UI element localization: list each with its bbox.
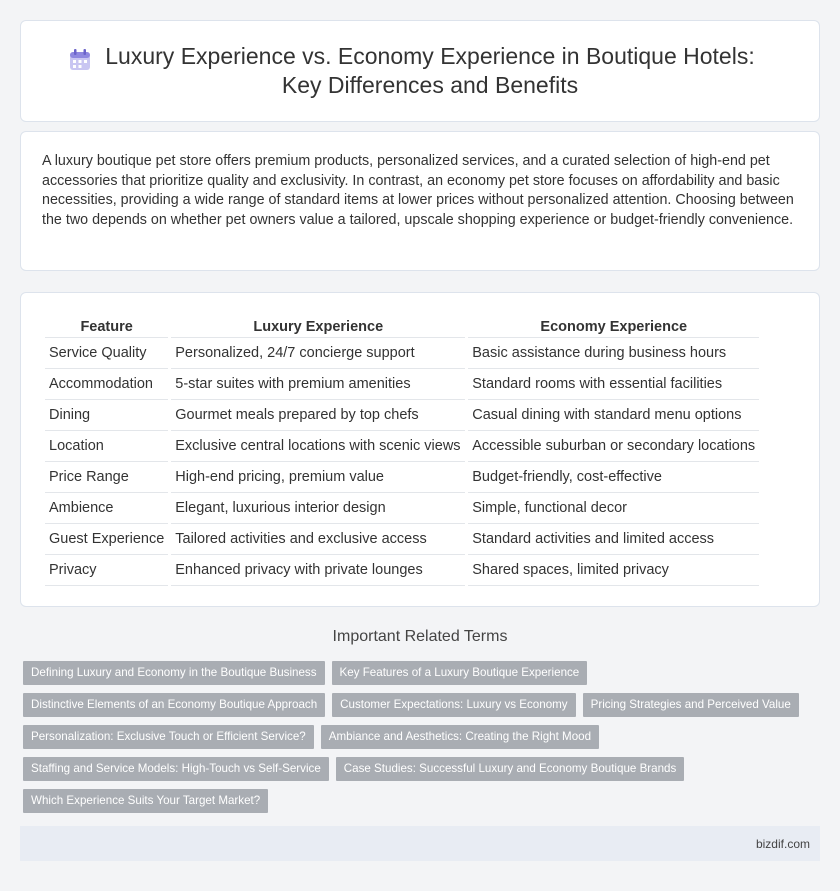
table-row	[45, 555, 759, 586]
footer	[20, 826, 820, 861]
tag-row	[23, 757, 823, 789]
cell-feature: Accommodation	[45, 369, 168, 400]
cell-economy: Shared spaces, limited privacy	[468, 555, 759, 586]
related-term-tag[interactable]: Customer Expectations: Luxury vs Economy	[332, 693, 575, 717]
intro-paragraph: A luxury boutique pet store offers premium products, personalized services, and a curated selection of high-end pet accessories that prioritize quality and exclusivity. In contrast, an economy pet store focuses on affordability and basic necessities, providing a wide range of standard items at lower prices without personalized attention. Choosing between the two depends on whether pet owners value a tailored, upscale shopping experience or budget-friendly convenience.	[42, 153, 794, 228]
cell-luxury: Personalized, 24/7 concierge support	[171, 338, 465, 369]
table-row	[45, 493, 759, 524]
comparison-card	[20, 292, 820, 607]
footer-site[interactable]: bizdif.com	[755, 837, 810, 851]
cell-feature: Dining	[45, 400, 168, 431]
cell-feature: Price Range	[45, 462, 168, 493]
related-term-tag[interactable]: Key Features of a Luxury Boutique Experience	[332, 661, 588, 685]
comparison-table	[42, 315, 762, 586]
cell-economy: Standard activities and limited access	[468, 524, 759, 555]
cell-economy: Budget-friendly, cost-effective	[468, 462, 759, 493]
table-body	[45, 338, 759, 586]
cell-luxury: Tailored activities and exclusive access	[171, 524, 465, 555]
header-card	[20, 20, 820, 122]
related-term-tag[interactable]: Distinctive Elements of an Economy Boutique Approach	[23, 693, 325, 717]
cell-luxury: Elegant, luxurious interior design	[171, 493, 465, 524]
related-term-tag[interactable]: Ambiance and Aesthetics: Creating the Right Mood	[321, 725, 599, 749]
related-term-tag[interactable]: Case Studies: Successful Luxury and Economy Boutique Brands	[336, 757, 685, 781]
table-row	[45, 524, 759, 555]
table-row	[45, 431, 759, 462]
page-title-line2: Key Differences and Benefits	[281, 72, 579, 98]
table-header-row	[45, 315, 759, 338]
related-term-tag[interactable]: Personalization: Exclusive Touch or Efficient Service?	[23, 725, 314, 749]
tag-row	[23, 789, 823, 821]
tag-row	[23, 693, 823, 725]
table-row	[45, 462, 759, 493]
page-title-line1: Luxury Experience vs. Economy Experience in Boutique Hotels:	[105, 43, 755, 69]
intro-card	[20, 131, 820, 271]
cell-luxury: High-end pricing, premium value	[171, 462, 465, 493]
tag-row	[23, 725, 823, 757]
cell-luxury: Exclusive central locations with scenic views	[171, 431, 465, 462]
cell-economy: Casual dining with standard menu options	[468, 400, 759, 431]
cell-economy: Accessible suburban or secondary locations	[468, 431, 759, 462]
cell-economy: Standard rooms with essential facilities	[468, 369, 759, 400]
table-row	[45, 338, 759, 369]
cell-feature: Privacy	[45, 555, 168, 586]
header-luxury: Luxury Experience	[171, 315, 465, 338]
related-term-tag[interactable]: Pricing Strategies and Perceived Value	[583, 693, 799, 717]
table-row	[45, 400, 759, 431]
related-terms-list	[23, 661, 823, 821]
header-feature: Feature	[45, 315, 168, 338]
related-term-tag[interactable]: Staffing and Service Models: High-Touch vs Self-Service	[23, 757, 329, 781]
cell-economy: Basic assistance during business hours	[468, 338, 759, 369]
page-title	[90, 42, 770, 100]
cell-feature: Guest Experience	[45, 524, 168, 555]
table-row	[45, 369, 759, 400]
cell-feature: Ambience	[45, 493, 168, 524]
cell-feature: Location	[45, 431, 168, 462]
cell-economy: Simple, functional decor	[468, 493, 759, 524]
related-terms-title: Important Related Terms	[332, 628, 508, 645]
header-economy: Economy Experience	[468, 315, 759, 338]
cell-luxury: Enhanced privacy with private lounges	[171, 555, 465, 586]
cell-luxury: 5-star suites with premium amenities	[171, 369, 465, 400]
cell-luxury: Gourmet meals prepared by top chefs	[171, 400, 465, 431]
related-term-tag[interactable]: Defining Luxury and Economy in the Boutique Business	[23, 661, 325, 685]
tag-row	[23, 661, 823, 693]
related-term-tag[interactable]: Which Experience Suits Your Target Market?	[23, 789, 268, 813]
cell-feature: Service Quality	[45, 338, 168, 369]
